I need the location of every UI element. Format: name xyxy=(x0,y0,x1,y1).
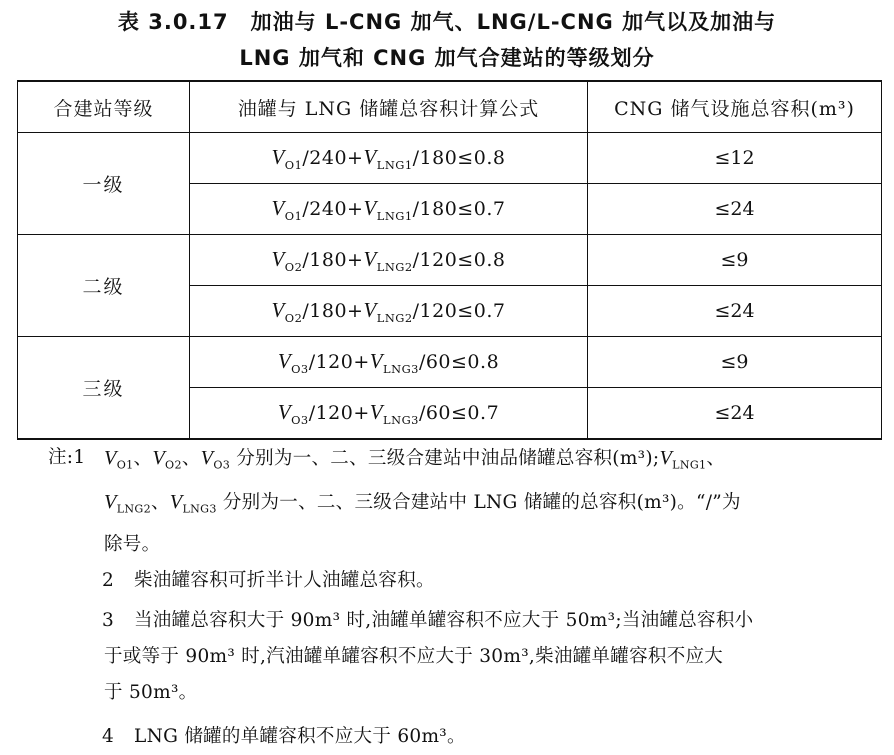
header-grade: 合建站等级 xyxy=(18,81,190,133)
note-4-number: 4 xyxy=(102,726,115,748)
note-1 xyxy=(48,440,888,563)
table-row xyxy=(18,235,882,286)
cng-volume-cell: ≤24 xyxy=(588,184,882,235)
note-3-line-2: 于或等于 90m³ 时,汽油罐单罐容积不应大于 30m³,柴油罐单罐容积不应大 xyxy=(104,646,724,668)
note-prefix: 注:1 xyxy=(48,447,86,468)
note-3 xyxy=(48,603,888,711)
cng-volume-cell: ≤9 xyxy=(588,337,882,388)
grade-table xyxy=(17,80,882,440)
formula-cell: $V_{O3}/120+V_{LNG3}/60\le 0.8$ xyxy=(190,337,588,388)
grade-level-2: 二级 xyxy=(18,235,190,337)
note-3-line-3: 于 50m³。 xyxy=(104,682,198,704)
formula-cell: $V_{O3}/120+V_{LNG3}/60\le 0.7$ xyxy=(190,388,588,440)
grade-level-3: 三级 xyxy=(18,337,190,440)
formula-cell: $V_{O2}/180+V_{LNG2}/120\le 0.8$ xyxy=(190,235,588,286)
formula-cell: $V_{O2}/180+V_{LNG2}/120\le 0.7$ xyxy=(190,286,588,337)
formula-cell: $V_{O1}/240+V_{LNG1}/180\le 0.8$ xyxy=(190,133,588,184)
header-formula: 油罐与 LNG 储罐总容积计算公式 xyxy=(190,81,588,133)
header-cng-volume: CNG 储气设施总容积(m³) xyxy=(588,81,882,133)
table-title-line-2: LNG 加气和 CNG 加气合建站的等级划分 xyxy=(239,46,655,70)
note-4 xyxy=(48,719,888,755)
cng-volume-cell: ≤24 xyxy=(588,388,882,440)
cng-volume-cell: ≤24 xyxy=(588,286,882,337)
note-1-line-2: $V_{LNG2}$、$V_{LNG3}$ 分别为一、二、三级合建站中 LNG 储罐的总容积(m³)。“/”为 xyxy=(104,490,741,516)
grade-level-1: 一级 xyxy=(18,133,190,235)
note-3-line-1: 当油罐总容积大于 90m³ 时,油罐单罐容积不应大于 50m³;当油罐总容积小 xyxy=(134,610,754,632)
table-header-row xyxy=(18,81,882,133)
note-3-number: 3 xyxy=(102,610,115,632)
note-2-text: 柴油罐容积可折半计人油罐总容积。 xyxy=(134,570,435,592)
note-2 xyxy=(48,563,888,599)
note-4-text: LNG 储罐的单罐容积不应大于 60m³。 xyxy=(134,726,466,748)
note-1-line-3: 除号。 xyxy=(104,534,161,556)
formula-cell: $V_{O1}/240+V_{LNG1}/180\le 0.7$ xyxy=(190,184,588,235)
table-title-line-1: 表 3.0.17 加油与 L-CNG 加气、LNG/L-CNG 加气以及加油与 xyxy=(117,10,777,34)
table-row xyxy=(18,133,882,184)
note-2-number: 2 xyxy=(102,570,115,592)
cng-volume-cell: ≤12 xyxy=(588,133,882,184)
cng-volume-cell: ≤9 xyxy=(588,235,882,286)
table-row xyxy=(18,337,882,388)
note-1-line-1: $V_{O1}$、$V_{O2}$、$V_{O3}$ 分别为一、二、三级合建站中油品储罐总容积$(m^3);V_{LNG1}$、 xyxy=(104,447,726,472)
table-notes xyxy=(48,440,888,755)
